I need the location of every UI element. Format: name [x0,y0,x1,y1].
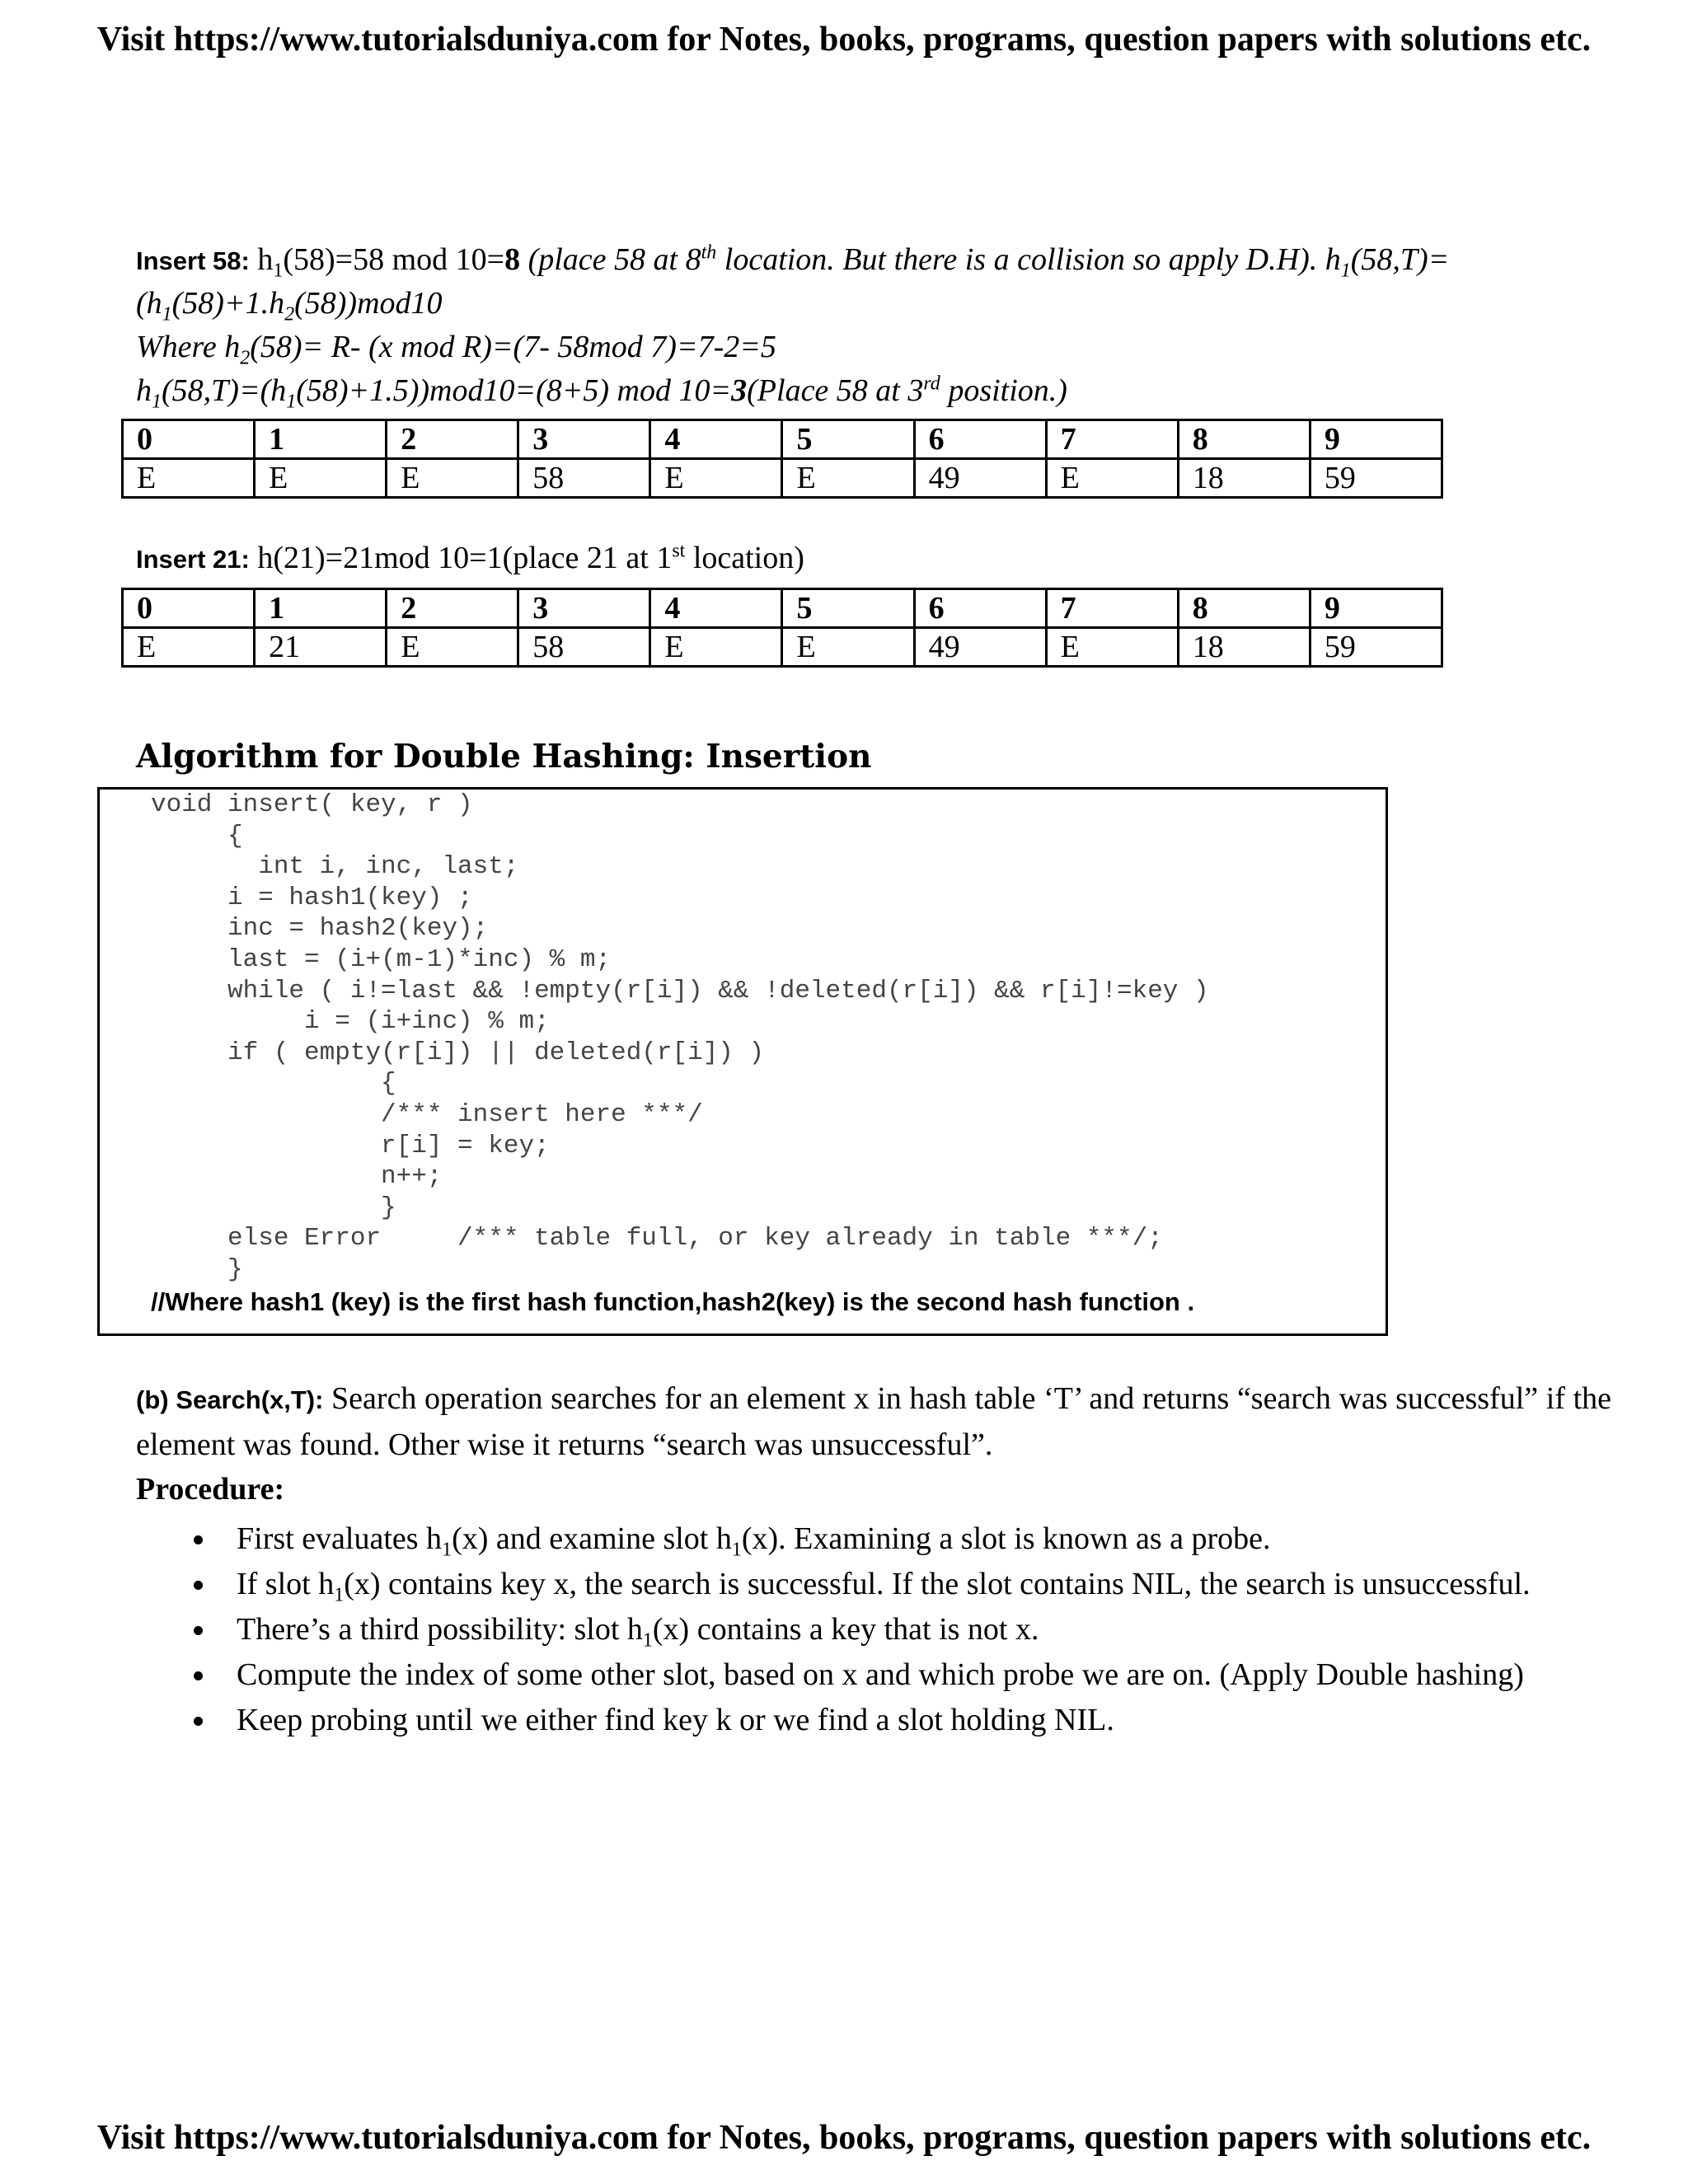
search-paragraph [136,1376,1611,1468]
value-cell: E [387,459,518,498]
text-segment: (Place 58 at 3 [747,373,924,408]
code-line: } [151,1193,396,1222]
text-segment: location. But there is a collision so apply D.H). h [716,242,1341,277]
code-line: if ( empty(r[i]) || deleted(r[i]) ) [151,1038,765,1067]
table-value-row [123,459,1442,498]
code-listing [151,790,1209,1286]
insert21-label: Insert 21: [136,545,250,574]
code-line: i = hash1(key) ; [151,883,473,912]
code-line: i = (i+inc) % m; [151,1007,550,1037]
superscript: st [672,540,686,562]
code-line: while ( i!=last && !empty(r[i]) && !deleted(r[i]) && r[i]!=key ) [151,976,1209,1005]
value-cell: E [123,459,255,498]
bullet-icon [194,1535,203,1544]
text-segment: (x) contains a key that is not x. [652,1612,1039,1647]
subscript: 1 [731,1539,742,1561]
subscript: 1 [442,1539,452,1561]
bullet-icon [194,1626,203,1635]
subscript: 1 [273,260,284,282]
index-cell: 3 [518,420,650,459]
text-segment: h [136,373,152,408]
insert58-line3 [136,326,776,368]
text-segment: (58)=58 mod 10= [283,242,505,277]
code-line: r[i] = key; [151,1131,550,1160]
list-item [136,1698,1531,1743]
bottom-banner: Visit https://www.tutorialsduniya.com for Notes, books, programs, question papers with solutions etc. [96,2119,1592,2157]
table-index-row [123,420,1442,459]
index-cell: 7 [1046,420,1178,459]
text-segment: (58)+1.5))mod10=(8+5) mod 10= [296,373,732,408]
value-cell: 49 [914,459,1046,498]
code-line: n++; [151,1162,443,1192]
text-segment: (58))mod10 [294,286,443,321]
index-cell: 0 [123,589,255,628]
text-segment: location) [685,541,804,575]
value-cell: 59 [1310,628,1442,667]
index-cell: 6 [914,589,1046,628]
bullet-icon [194,1717,203,1726]
value-cell: 21 [255,628,387,667]
value-cell: 18 [1178,628,1310,667]
code-note: //Where hash1 (key) is the first hash function,hash2(key) is the second hash function . [151,1287,1195,1316]
index-cell: 4 [650,589,782,628]
index-cell: 2 [387,420,518,459]
value-cell: E [1046,459,1178,498]
index-cell: 2 [387,589,518,628]
bullet-icon [194,1581,203,1590]
insert21-line [136,537,804,580]
text-segment: Keep probing until we either find key k or we find a slot holding NIL. [237,1703,1114,1737]
index-cell: 8 [1178,589,1310,628]
table-index-row [123,589,1442,628]
value-cell: E [387,628,518,667]
text-segment: First evaluates h [237,1521,443,1556]
text-segment: (21)=21mod 10=1(place 21 at 1 [273,541,673,575]
hash-table-after-21 [121,588,1443,668]
text-segment: (x) contains key x, the search is successful. If the slot contains NIL, the search is unsuccessful. [344,1567,1531,1601]
index-cell: 3 [518,589,650,628]
text-segment: (h [136,286,162,321]
text-segment: (place 58 at 8 [520,242,701,277]
index-cell: 1 [255,420,387,459]
algorithm-heading: Algorithm for Double Hashing: Insertion [136,738,872,776]
value-cell: 58 [518,628,650,667]
list-item [136,1607,1531,1652]
list-item [136,1562,1531,1607]
index-cell: 9 [1310,420,1442,459]
index-cell: 0 [123,420,255,459]
value-cell: E [255,459,387,498]
procedure-heading: Procedure: [136,1472,285,1507]
superscript: th [701,241,717,264]
index-cell: 1 [255,589,387,628]
value-cell: E [1046,628,1178,667]
subscript: 1 [162,303,172,326]
bullet-icon [194,1671,203,1680]
procedure-list [136,1516,1531,1743]
code-line: } [151,1254,243,1284]
text-segment: position.) [940,373,1067,408]
code-box [97,787,1388,1336]
insert58-line1 [136,239,1449,282]
table-value-row [123,628,1442,667]
search-description: Search operation searches for an element x in hash table ‘T’ and returns “search was successful” if the element was found. Other wise it returns “search was unsuccessful”. [136,1381,1611,1462]
insert58-line4 [136,370,1067,411]
value-cell: 58 [518,459,650,498]
insert58-label: Insert 58: [136,246,250,275]
text-segment: (58,T)=(h [162,373,287,408]
code-line: else Error /*** table full, or key already in table ***/; [151,1224,1163,1254]
code-line: last = (i+(m-1)*inc) % m; [151,944,612,974]
index-cell: 4 [650,420,782,459]
index-cell: 7 [1046,589,1178,628]
subscript: 2 [284,303,295,326]
code-line: void insert( key, r ) [151,790,473,819]
text-segment: (x). Examining a slot is known as a probe. [741,1521,1271,1556]
text-segment: h [257,242,274,277]
text-segment: (58)= R- (x mod R)=(7- 58mod 7)=7-2=5 [250,330,776,364]
value-cell: E [782,459,914,498]
subscript: 1 [286,391,297,413]
subscript: 1 [152,391,162,413]
subscript: 2 [240,347,251,369]
bold-result: 3 [731,373,748,408]
index-cell: 9 [1310,589,1442,628]
text-segment: h [257,541,274,575]
text-segment: (58,T)= [1350,242,1450,277]
value-cell: 59 [1310,459,1442,498]
value-cell: 49 [914,628,1046,667]
hash-table-after-58 [121,419,1443,499]
insert58-line2 [136,283,443,324]
text-segment: (58)+1.h [171,286,285,321]
list-item [136,1652,1531,1698]
subscript: 1 [642,1629,653,1652]
top-banner: Visit https://www.tutorialsduniya.com for Notes, books, programs, question papers with solutions etc. [96,21,1592,59]
bold-result: 8 [504,242,521,277]
index-cell: 5 [782,420,914,459]
value-cell: E [782,628,914,667]
value-cell: E [650,459,782,498]
text-segment: Where h [136,330,241,364]
index-cell: 5 [782,589,914,628]
value-cell: E [650,628,782,667]
index-cell: 6 [914,420,1046,459]
subscript: 1 [1340,260,1351,282]
code-line: { [151,821,243,851]
text-segment: If slot h [237,1567,335,1601]
code-line: inc = hash2(key); [151,914,489,944]
superscript: rd [923,373,940,395]
code-line: { [151,1069,396,1099]
text-segment: There’s a third possibility: slot h [237,1612,643,1647]
value-cell: E [123,628,255,667]
subscript: 1 [334,1584,345,1606]
search-label: (b) Search(x,T): [136,1385,324,1414]
code-line: int i, inc, last; [151,852,519,882]
list-item [136,1516,1531,1562]
code-line: /*** insert here ***/ [151,1099,703,1129]
index-cell: 8 [1178,420,1310,459]
text-segment: Compute the index of some other slot, based on x and which probe we are on. (Apply Double hashing) [237,1657,1524,1692]
value-cell: 18 [1178,459,1310,498]
text-segment: (x) and examine slot h [452,1521,732,1556]
